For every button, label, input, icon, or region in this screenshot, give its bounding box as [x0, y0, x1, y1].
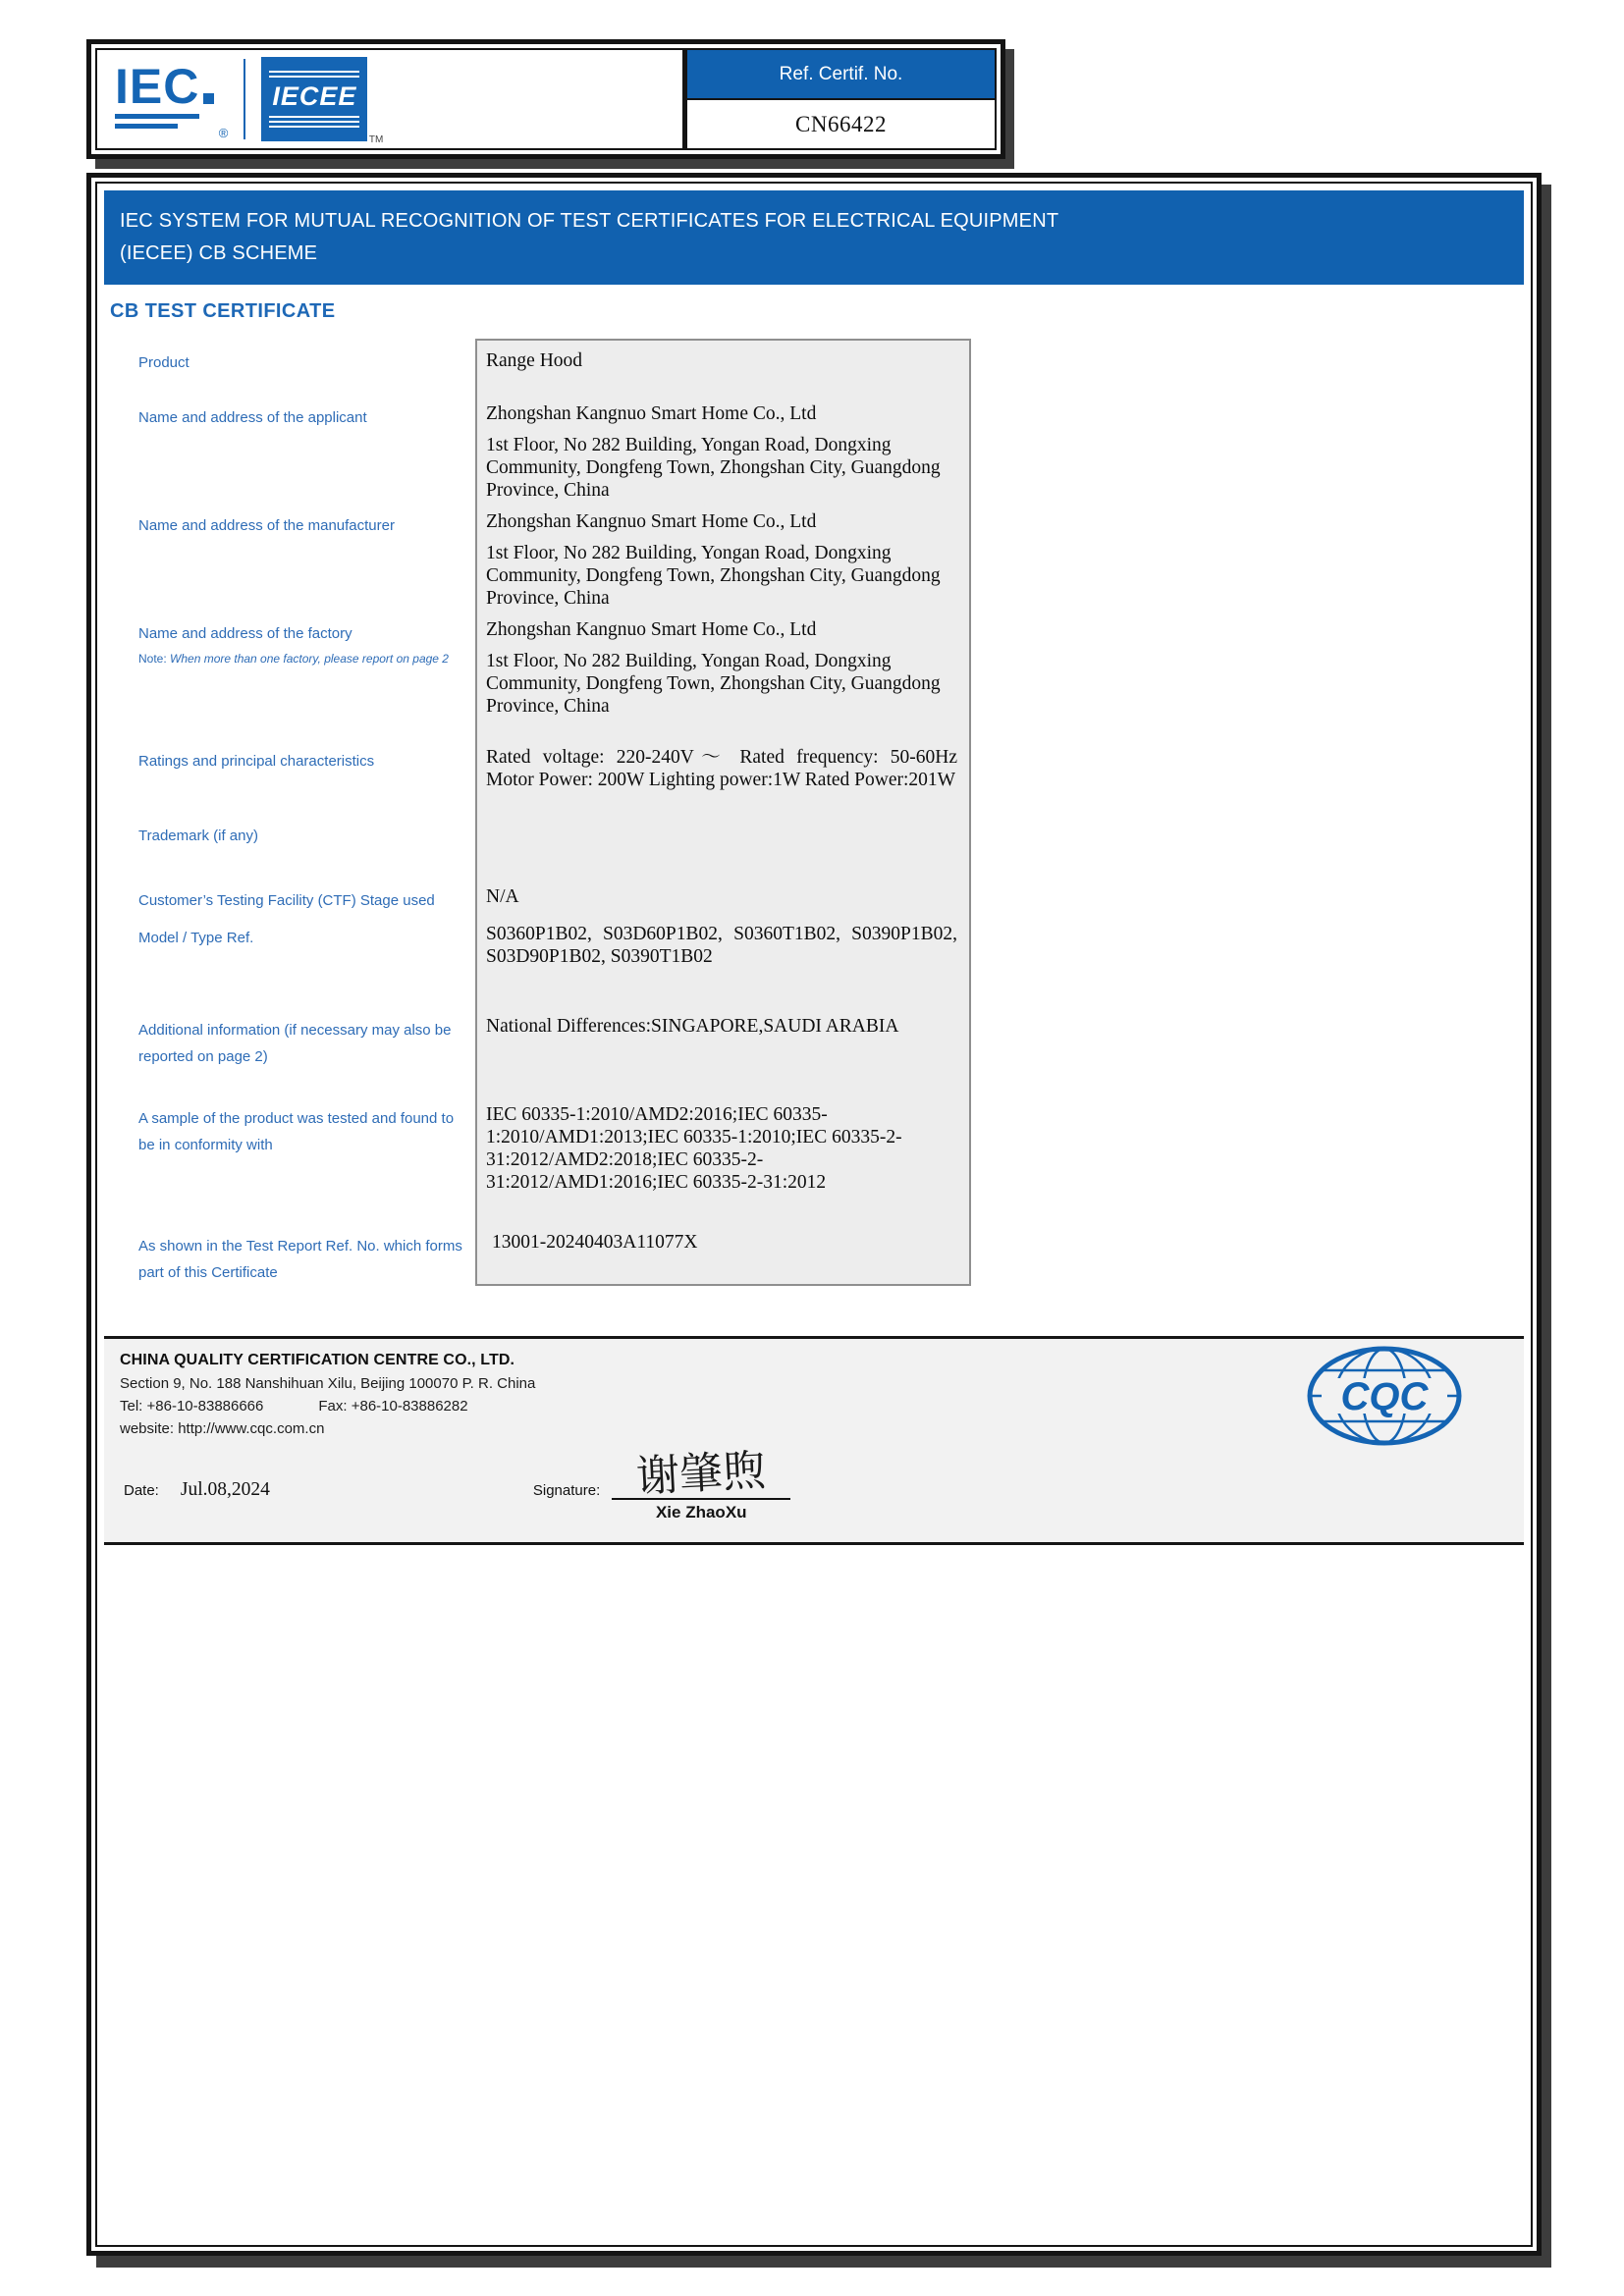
row-manufacturer [97, 502, 1531, 610]
factory-address: 1st Floor, No 282 Building, Yongan Road, Dongxing Community, Dongfeng Town, Zhongshan City, Guangdong Province, China [486, 651, 941, 717]
ref-certif-block [682, 50, 995, 148]
ratings-value: Rated voltage: 220-240V～ Rated frequency: 50-60Hz Motor Power: 200W Lighting power:1W Rated Power:201W [486, 747, 957, 790]
row-conformity [97, 1095, 1531, 1222]
iecee-logo [261, 57, 384, 145]
issuer-footer [104, 1336, 1524, 1545]
issuer-address: Section 9, No. 188 Nanshihuan Xilu, Beijing 100070 P. R. China [120, 1375, 536, 1392]
logo-area [97, 50, 682, 148]
additional-info-label: Additional information (if necessary may also be reported on page 2) [138, 1022, 452, 1065]
additional-info-value: National Differences:SINGAPORE,SAUDI ARABIA [486, 1016, 899, 1037]
iec-logo [113, 58, 229, 140]
manufacturer-company: Zhongshan Kangnuo Smart Home Co., Ltd [486, 511, 817, 532]
factory-company: Zhongshan Kangnuo Smart Home Co., Ltd [486, 619, 817, 640]
scheme-banner-line2: (IECEE) CB SCHEME [120, 242, 318, 264]
row-trademark [97, 812, 1531, 877]
trademark-mark: TM [368, 134, 384, 145]
issuer-website: website: http://www.cqc.com.cn [120, 1420, 325, 1437]
row-applicant [97, 394, 1531, 502]
date-label: Date: [124, 1482, 159, 1499]
ratings-label: Ratings and principal characteristics [138, 753, 375, 770]
manufacturer-label: Name and address of the manufacturer [138, 517, 395, 534]
iec-logo-bars-icon [115, 114, 214, 129]
cqc-logo [1306, 1345, 1463, 1452]
certificate-title: CB TEST CERTIFICATE [110, 300, 336, 322]
date-field [124, 1479, 270, 1501]
ctf-value: N/A [486, 886, 519, 907]
factory-label: Name and address of the factory [138, 625, 352, 642]
cqc-logo-text: CQC [1340, 1375, 1429, 1418]
row-ctf [97, 877, 1531, 914]
row-additional-info [97, 1006, 1531, 1095]
manufacturer-address: 1st Floor, No 282 Building, Yongan Road, Dongxing Community, Dongfeng Town, Zhongshan City, Guangdong Province, China [486, 543, 941, 609]
scheme-banner [104, 190, 1524, 285]
date-value: Jul.08,2024 [180, 1479, 270, 1500]
ref-certif-number: CN66422 [795, 111, 887, 136]
row-ratings [97, 737, 1531, 812]
registered-trademark-mark: ® [218, 125, 229, 140]
header-strip [86, 39, 1005, 159]
row-test-report [97, 1222, 1531, 1286]
test-report-label: As shown in the Test Report Ref. No. which forms part of this Certificate [138, 1238, 462, 1281]
model-label: Model / Type Ref. [138, 930, 254, 946]
issuer-name: CHINA QUALITY CERTIFICATION CENTRE CO., LTD. [120, 1352, 515, 1368]
applicant-company: Zhongshan Kangnuo Smart Home Co., Ltd [486, 403, 817, 424]
row-factory [97, 610, 1531, 737]
model-value: S0360P1B02, S03D60P1B02, S0360T1B02, S0390P1B02, S03D90P1B02, S0390T1B02 [486, 924, 957, 967]
ref-certif-label: Ref. Certif. No. [687, 50, 995, 100]
signature-handwriting: 谢肇煦 [634, 1445, 768, 1503]
iecee-lines-bottom-icon [269, 113, 359, 131]
cqc-globe-icon [1306, 1345, 1463, 1447]
test-report-value: 13001-20240403A11077X [492, 1232, 698, 1253]
iec-logo-dot-icon [203, 93, 214, 104]
iecee-lines-top-icon [269, 68, 359, 80]
applicant-label: Name and address of the applicant [138, 409, 367, 426]
logo-divider [244, 59, 245, 139]
certificate-body [86, 173, 1542, 2256]
issuer-fax: Fax: +86-10-83886282 [318, 1398, 468, 1415]
signature-field [532, 1445, 790, 1522]
certificate-fields [97, 339, 1531, 1286]
signatory-name: Xie ZhaoXu [655, 1503, 747, 1522]
factory-note: Note: When more than one factory, please report on page 2 [138, 652, 449, 666]
signature-label: Signature: [532, 1482, 601, 1499]
conformity-value: IEC 60335-1:2010/AMD2:2016;IEC 60335-1:2010/AMD1:2013;IEC 60335-1:2010;IEC 60335-2-31:2012/AMD2:2018;IEC 60335-2-31:2012/AMD1:2016;IEC 60335-2-31:2012 [486, 1104, 902, 1193]
iec-logo-text: IEC [115, 58, 200, 114]
ctf-label: Customer’s Testing Facility (CTF) Stage used [138, 892, 435, 909]
scheme-banner-line1: IEC SYSTEM FOR MUTUAL RECOGNITION OF TEST CERTIFICATES FOR ELECTRICAL EQUIPMENT [120, 210, 1059, 232]
product-value: Range Hood [486, 350, 583, 371]
issuer-tel: Tel: +86-10-83886666 [120, 1398, 264, 1415]
row-product [97, 339, 1531, 394]
trademark-label: Trademark (if any) [138, 828, 258, 844]
iecee-logo-text: IECEE [272, 81, 357, 111]
row-model [97, 914, 1531, 1006]
applicant-address: 1st Floor, No 282 Building, Yongan Road, Dongxing Community, Dongfeng Town, Zhongshan City, Guangdong Province, China [486, 435, 941, 501]
conformity-label: A sample of the product was tested and found to be in conformity with [138, 1110, 455, 1153]
product-label: Product [138, 354, 189, 371]
